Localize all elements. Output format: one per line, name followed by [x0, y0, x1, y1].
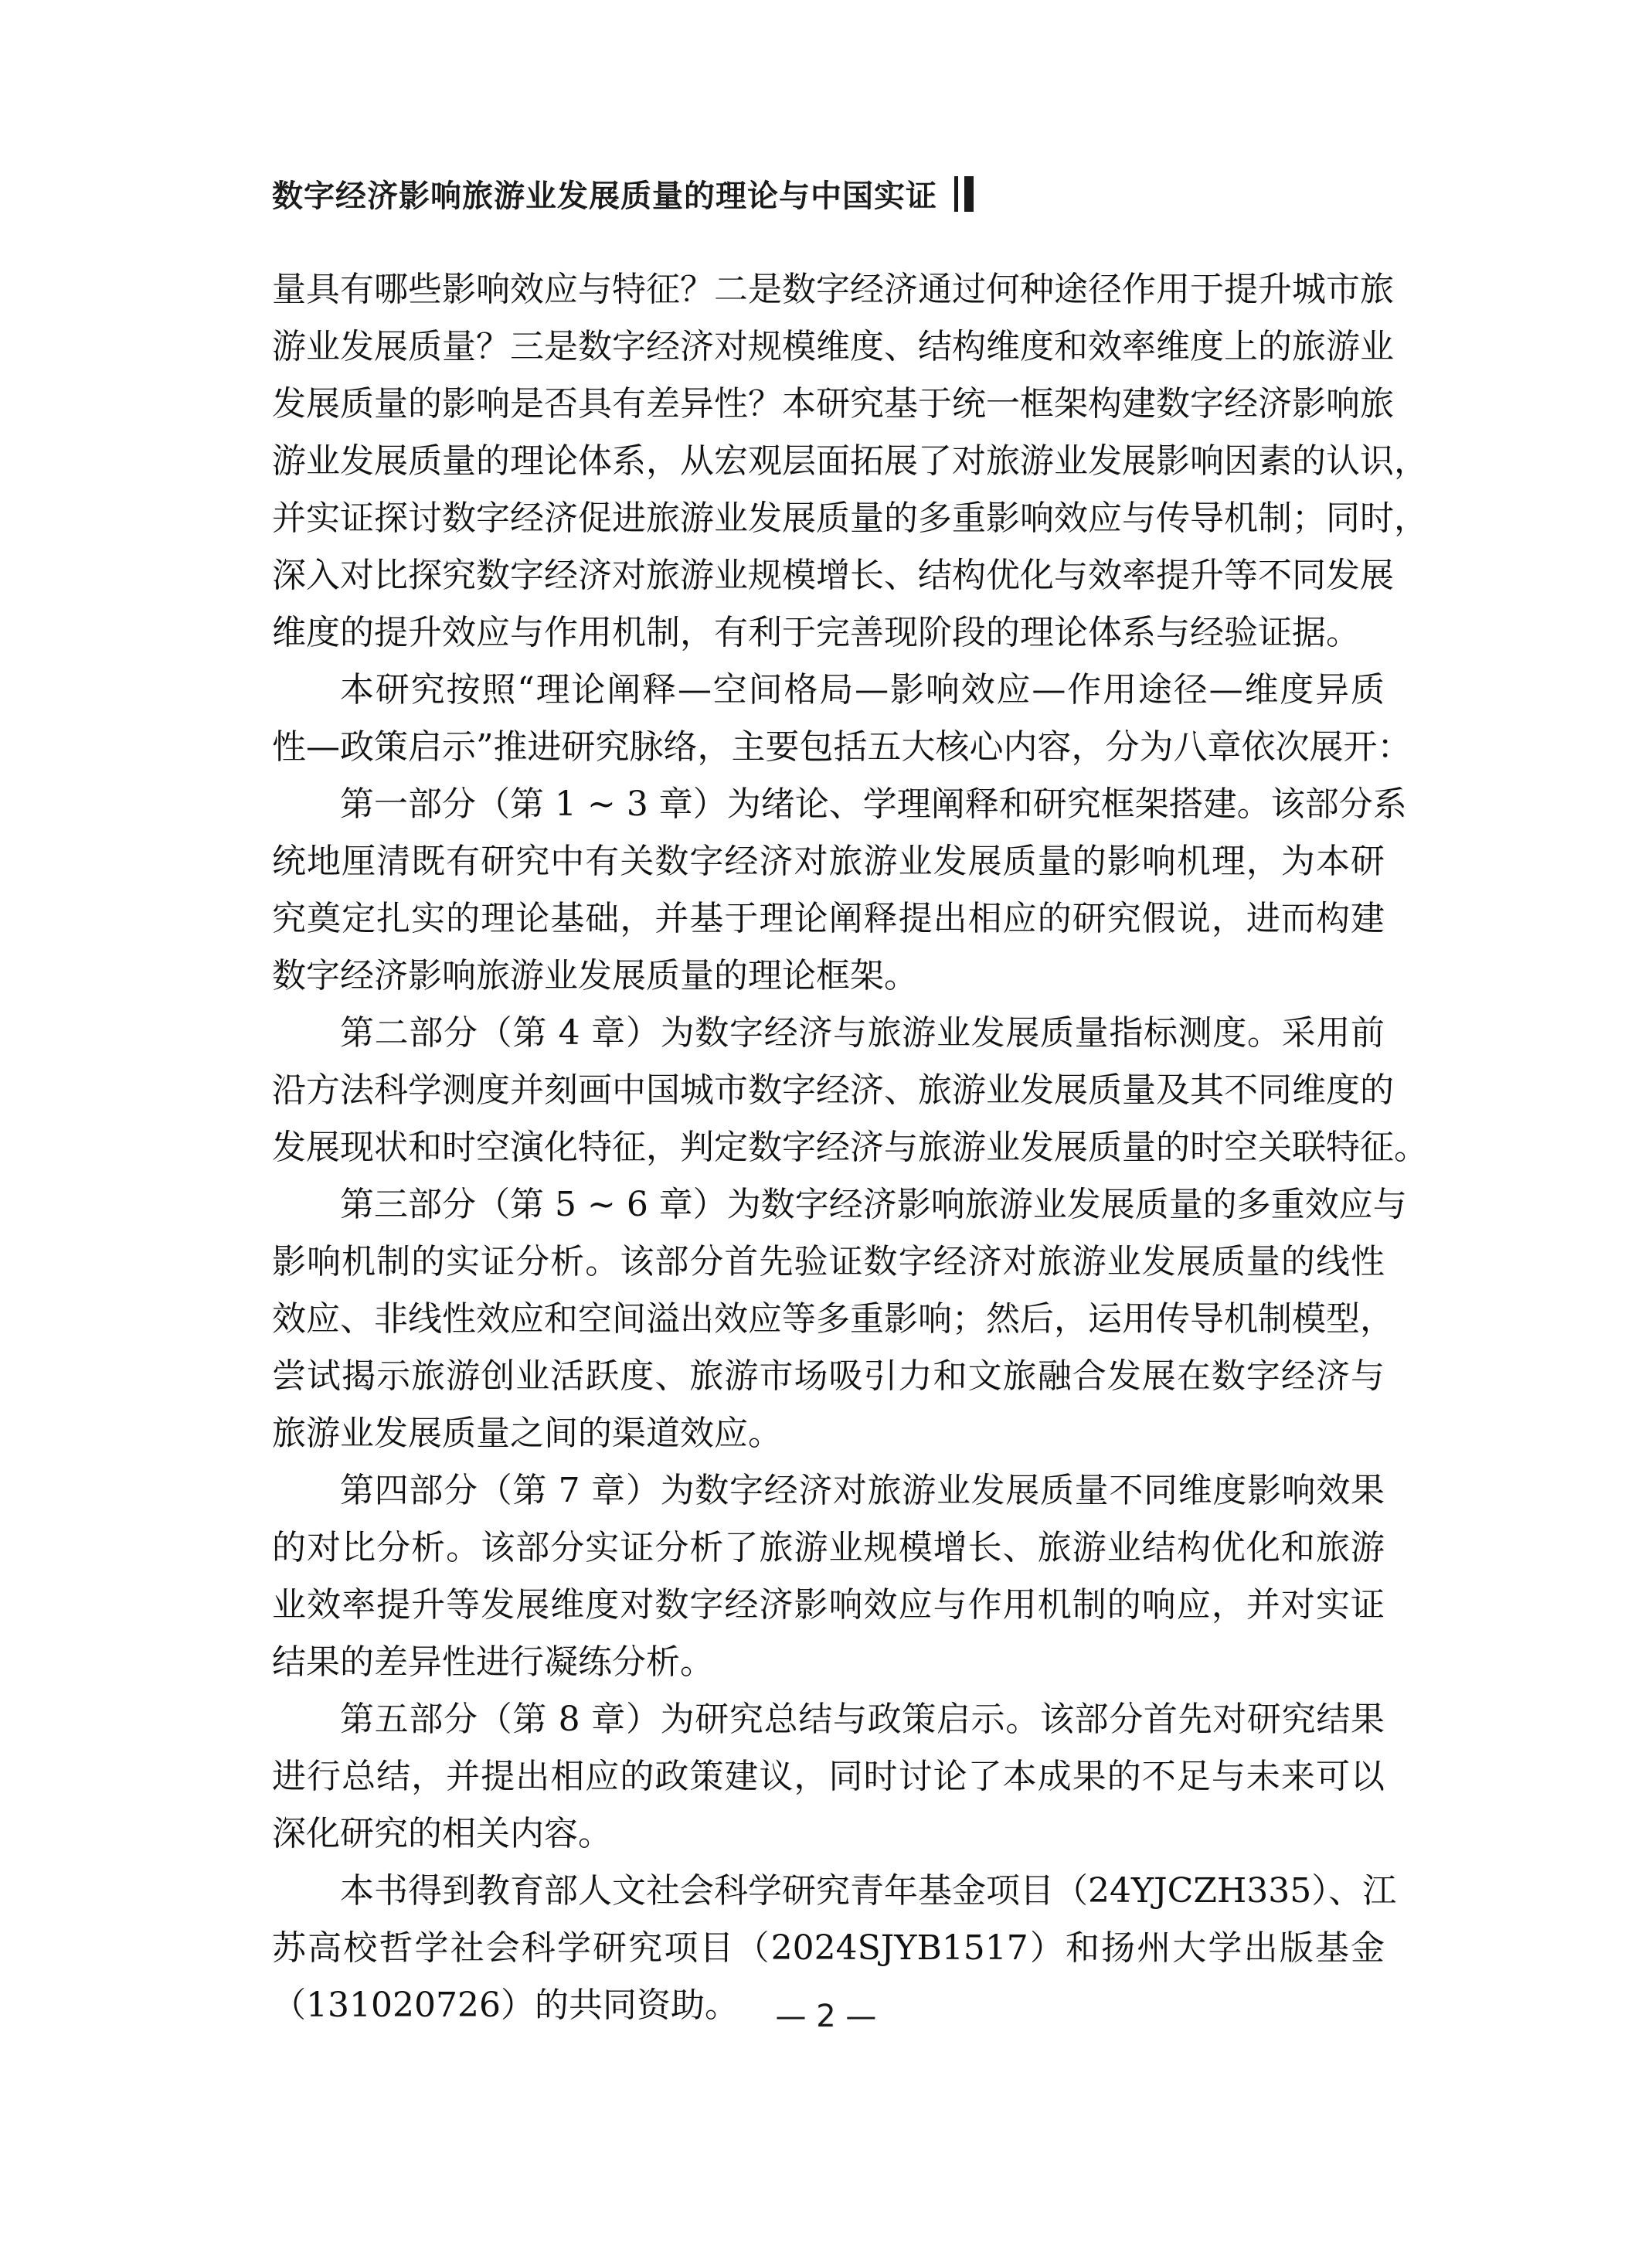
text-line: 本研究按照“理论阐释—空间格局—影响效应—作用途径—维度异质	[340, 670, 1385, 710]
page-number: — 2 —	[775, 1999, 877, 2034]
text-line: 游业发展质量？三是数字经济对规模维度、结构维度和效率维度上的旅游业	[272, 327, 1394, 366]
running-header	[272, 172, 974, 216]
text-line: 结果的差异性进行凝练分析。	[272, 1642, 714, 1682]
text-line: 效应、非线性效应和空间溢出效应等多重影响；然后，运用传导机制模型，	[272, 1299, 1394, 1339]
text-line: 影响机制的实证分析。该部分首先验证数字经济对旅游业发展质量的线性	[272, 1242, 1385, 1281]
text-line: 发展质量的影响是否具有差异性？本研究基于统一框架构建数字经济影响旅	[272, 384, 1394, 424]
text-line: 的对比分析。该部分实证分析了旅游业规模增长、旅游业结构优化和旅游	[272, 1528, 1385, 1567]
text-line: （131020726）的共同资助。	[272, 1986, 739, 2025]
text-line: 并实证探讨数字经济促进旅游业发展质量的多重影响效应与传导机制；同时，	[272, 499, 1428, 538]
text-line: 第二部分（第 4 章）为数字经济与旅游业发展质量指标测度。采用前	[340, 1013, 1385, 1053]
text-line: 本书得到教育部人文社会科学研究青年基金项目（24YJCZH335）、江	[340, 1871, 1397, 1911]
text-line: 深入对比探究数字经济对旅游业规模增长、结构优化与效率提升等不同发展	[272, 556, 1394, 595]
text-line: 统地厘清既有研究中有关数字经济对旅游业发展质量的影响机理，为本研	[272, 842, 1385, 881]
text-line: 旅游业发展质量之间的渠道效应。	[272, 1414, 782, 1453]
text-line: 尝试揭示旅游创业活跃度、旅游市场吸引力和文旅融合发展在数字经济与	[272, 1356, 1385, 1396]
paragraph	[272, 1462, 1385, 1691]
text-line: 进行总结，并提出相应的政策建议，同时讨论了本成果的不足与未来可以	[272, 1757, 1385, 1796]
paragraph	[272, 1005, 1428, 1176]
text-line: 量具有哪些影响效应与特征？二是数字经济通过何种途径作用于提升城市旅	[272, 270, 1394, 309]
text-line: 究奠定扎实的理论基础，并基于理论阐释提出相应的研究假说，进而构建	[272, 899, 1385, 938]
paragraph	[272, 261, 1428, 662]
text-line: 游业发展质量的理论体系，从宏观层面拓展了对旅游业发展影响因素的认识，	[272, 441, 1428, 481]
paragraph	[272, 1176, 1407, 1462]
text-line: 业效率提升等发展维度对数字经济影响效应与作用机制的响应，并对实证	[272, 1585, 1385, 1625]
text-line: 第一部分（第 1 ~ 3 章）为绪论、学理阐释和研究框架搭建。该部分系	[340, 784, 1407, 824]
text-line: 苏高校哲学社会科学研究项目（2024SJYB1517）和扬州大学出版基金	[272, 1928, 1385, 1968]
paragraph	[272, 1691, 1385, 1863]
header-rule-thin	[954, 176, 958, 212]
header-rule-thick	[964, 176, 974, 212]
text-line: 第三部分（第 5 ~ 6 章）为数字经济影响旅游业发展质量的多重效应与	[340, 1185, 1407, 1224]
paragraph	[272, 662, 1412, 776]
text-line: 数字经济影响旅游业发展质量的理论框架。	[272, 956, 918, 995]
body-text	[272, 261, 1428, 2034]
text-line: 深化研究的相关内容。	[272, 1814, 612, 1853]
text-line: 发展现状和时空演化特征，判定数字经济与旅游业发展质量的时空关联特征。	[272, 1128, 1428, 1167]
paragraph	[272, 776, 1407, 1005]
text-line: 沿方法科学测度并刻画中国城市数字经济、旅游业发展质量及其不同维度的	[272, 1070, 1394, 1110]
text-line: 第五部分（第 8 章）为研究总结与政策启示。该部分首先对研究结果	[340, 1700, 1385, 1739]
text-line: 性—政策启示”推进研究脉络，主要包括五大核心内容，分为八章依次展开：	[272, 727, 1412, 767]
text-line: 第四部分（第 7 章）为数字经济对旅游业发展质量不同维度影响效果	[340, 1471, 1385, 1510]
text-line: 维度的提升效应与作用机制，有利于完善现阶段的理论体系与经验证据。	[272, 613, 1360, 652]
running-header-title: 数字经济影响旅游业发展质量的理论与中国实证	[272, 179, 937, 214]
